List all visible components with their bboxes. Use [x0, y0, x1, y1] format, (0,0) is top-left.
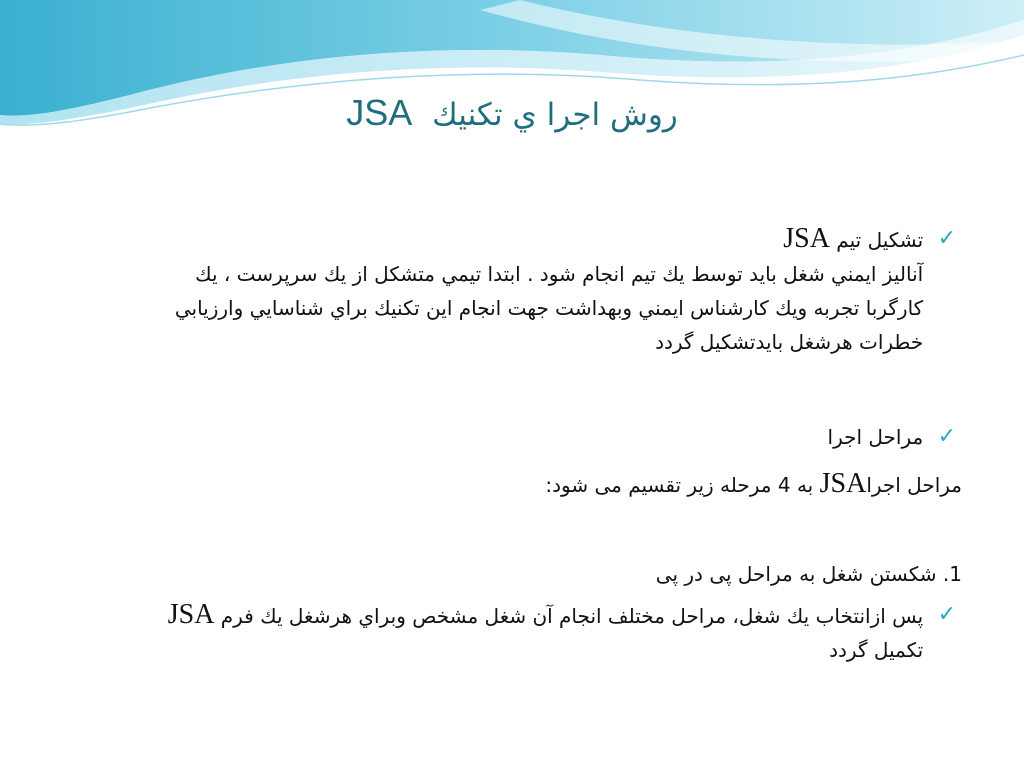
bullet-line: آناليز ايمني شغل بايد توسط يك تيم انجام شود . ابتدا تيمي متشكل از يك سرپرست ، يك: [195, 262, 924, 286]
heading-persian: تشكيل تيم: [836, 228, 924, 252]
stages-latin: JSA: [819, 468, 867, 499]
stages-text-b: به 4 مرحله زير تقسيم مى شود:: [545, 473, 814, 497]
bullet-body: [175, 222, 923, 359]
check-icon: ✓: [937, 424, 956, 449]
bullet3-latin: JSA: [167, 599, 215, 630]
bullet-line: خطرات هرشغل بايدتشكيل گردد: [655, 330, 924, 354]
heading-latin: JSA: [783, 223, 830, 254]
bullet3-text-a: پس ازانتخاب يك شغل، مراحل مختلف انجام آن شغل مشخص وبراي هرشغل يك فرم: [220, 604, 924, 628]
title-latin: JSA: [346, 92, 413, 133]
title-persian: روش اجرا ي تكنيك: [432, 97, 678, 133]
stages-description: [545, 466, 962, 503]
bullet-line: [168, 598, 923, 633]
stages-text-a: مراحل اجرا: [866, 473, 962, 497]
slide-title: [0, 92, 1024, 134]
bullet-line: تكميل گردد: [829, 638, 924, 662]
check-icon: ✓: [937, 226, 956, 251]
bullet-line: كارگربا تجربه ويك كارشناس ايمني وبهداشت جهت انجام اين تكنيك براي شناسايي وارزيابي: [174, 296, 924, 320]
bullet-stages: [828, 420, 956, 454]
check-icon: ✓: [937, 602, 956, 627]
bullet-heading: مراحل اجرا: [827, 425, 924, 449]
bullet-heading: [175, 222, 923, 257]
bullet-team-formation: [76, 222, 956, 359]
step-1: 1. شكستن شغل به مراحل پى در پى: [655, 562, 962, 586]
bullet-body: [168, 598, 923, 667]
bullet-job-breakdown: [56, 598, 956, 667]
